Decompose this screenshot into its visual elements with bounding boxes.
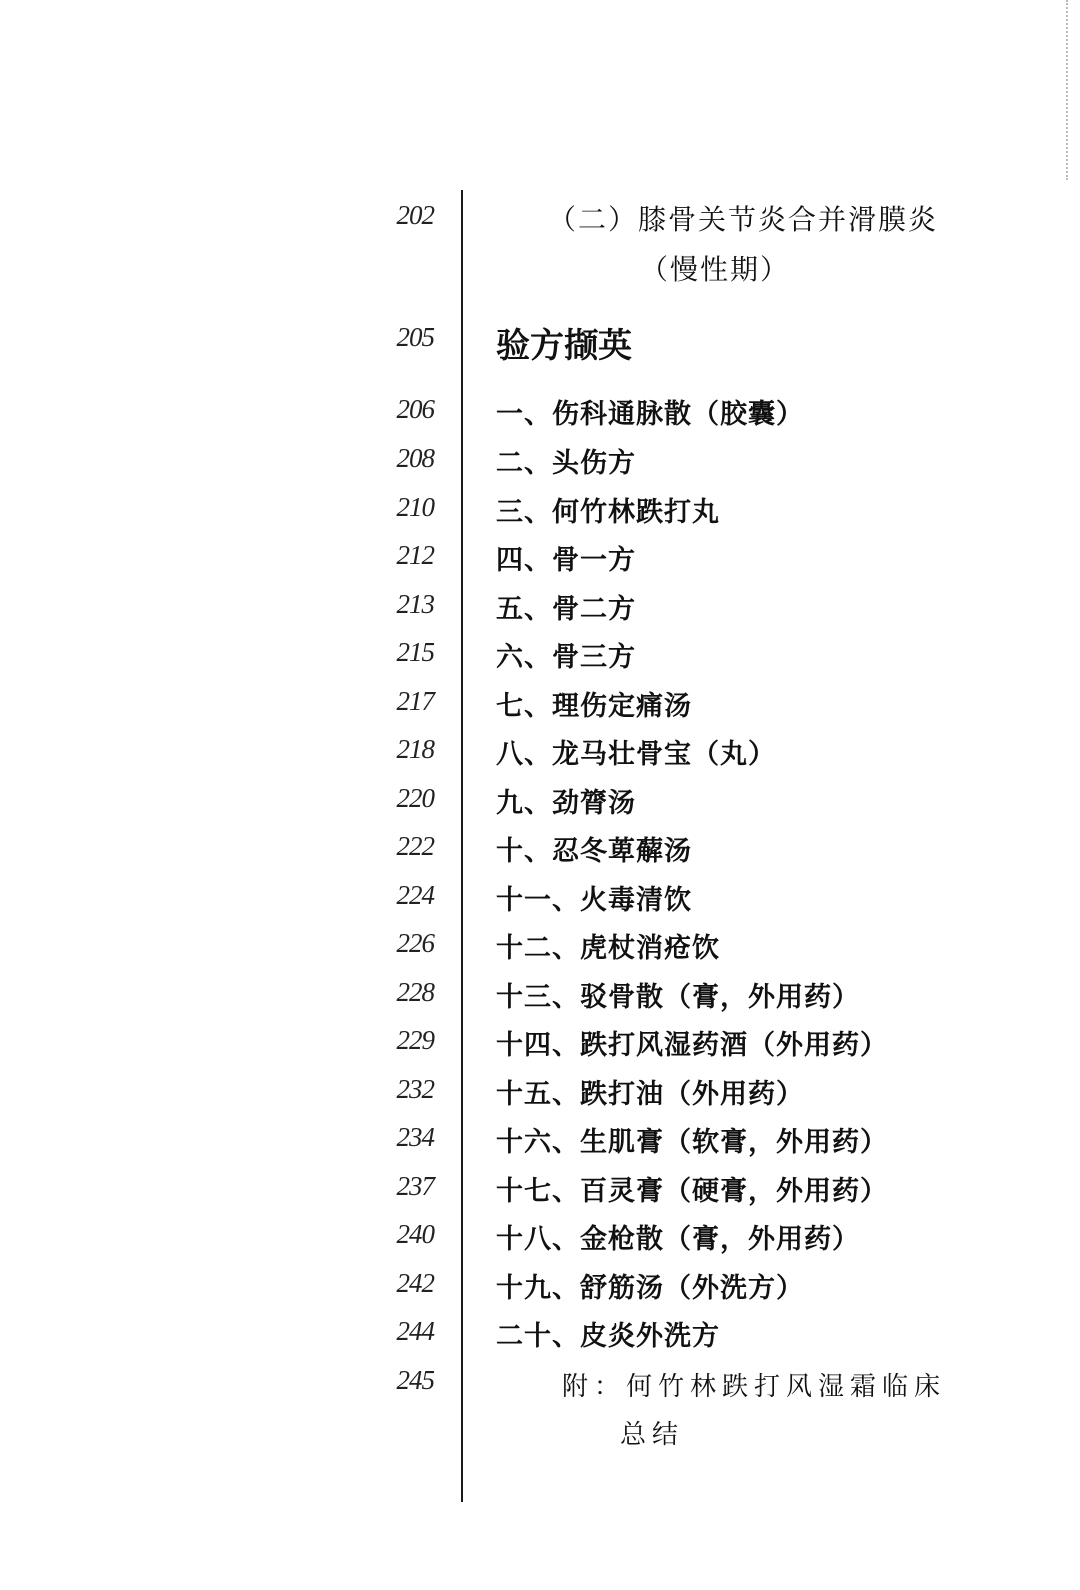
toc-entry[interactable]: 十八、金枪散（膏，外用药） [496, 1224, 860, 1255]
page-edge-marks [1063, 0, 1068, 180]
toc-entry[interactable]: 附：何竹林跌打风湿霜临床 [562, 1372, 947, 1402]
page-number: 205 [396, 322, 434, 352]
page-number: 220 [396, 783, 434, 813]
toc-entry[interactable]: 十、忍冬萆薢汤 [496, 836, 692, 867]
page-number: 228 [396, 977, 434, 1007]
page-number: 206 [396, 394, 434, 424]
toc-entry[interactable]: 二十、皮炎外洗方 [496, 1321, 720, 1352]
section-heading[interactable]: 验方撷英 [496, 326, 632, 366]
page-number: 237 [396, 1171, 434, 1201]
page-number: 242 [396, 1268, 434, 1298]
toc-entry[interactable]: 十六、生肌膏（软膏，外用药） [496, 1127, 888, 1158]
page-number: 226 [396, 928, 434, 958]
page-number: 217 [396, 686, 434, 716]
toc-entry[interactable]: 十九、舒筋汤（外洗方） [496, 1273, 804, 1304]
page-number: 213 [396, 589, 434, 619]
page-number: 240 [396, 1219, 434, 1249]
toc-entry[interactable]: 十五、跌打油（外用药） [496, 1079, 804, 1110]
toc-entry[interactable]: 十四、跌打风湿药酒（外用药） [496, 1030, 888, 1061]
toc-entry[interactable]: 七、理伤定痛汤 [496, 691, 692, 722]
toc-entry[interactable]: 十二、虎杖消疮饮 [496, 933, 720, 964]
toc-entry[interactable]: 九、劲膂汤 [496, 788, 636, 819]
toc-entry[interactable]: 八、龙马壮骨宝（丸） [496, 739, 776, 770]
toc-entry[interactable]: 四、骨一方 [496, 545, 636, 576]
page-number: 212 [396, 540, 434, 570]
toc-entry[interactable]: 十一、火毒清饮 [496, 885, 692, 916]
page-number: 229 [396, 1025, 434, 1055]
toc-entry[interactable]: 三、何竹林跌打丸 [496, 497, 720, 528]
page-number: 222 [396, 831, 434, 861]
toc-entry[interactable]: 十三、驳骨散（膏，外用药） [496, 982, 860, 1013]
toc-entry[interactable]: 二、头伤方 [496, 448, 636, 479]
page-number: 245 [396, 1365, 434, 1395]
toc-entry[interactable]: （慢性期） [640, 253, 791, 286]
toc-entry[interactable]: 五、骨二方 [496, 594, 636, 625]
vertical-divider [461, 190, 463, 1502]
page-number: 218 [396, 734, 434, 764]
page-number: 210 [396, 492, 434, 522]
toc-entry[interactable]: 总结 [620, 1420, 685, 1450]
page-number: 208 [396, 443, 434, 473]
page-number: 215 [396, 637, 434, 667]
page-number: 224 [396, 880, 434, 910]
toc-entry[interactable]: 六、骨三方 [496, 642, 636, 673]
page-number: 232 [396, 1074, 434, 1104]
toc-entry[interactable]: 一、伤科通脉散（胶囊） [496, 399, 804, 430]
page-number: 234 [396, 1122, 434, 1152]
toc-entry[interactable]: 十七、百灵膏（硬膏，外用药） [496, 1176, 888, 1207]
page-number: 202 [396, 200, 434, 230]
page-number: 244 [396, 1316, 434, 1346]
toc-entry[interactable]: （二）膝骨关节炎合并滑膜炎 [548, 203, 939, 236]
